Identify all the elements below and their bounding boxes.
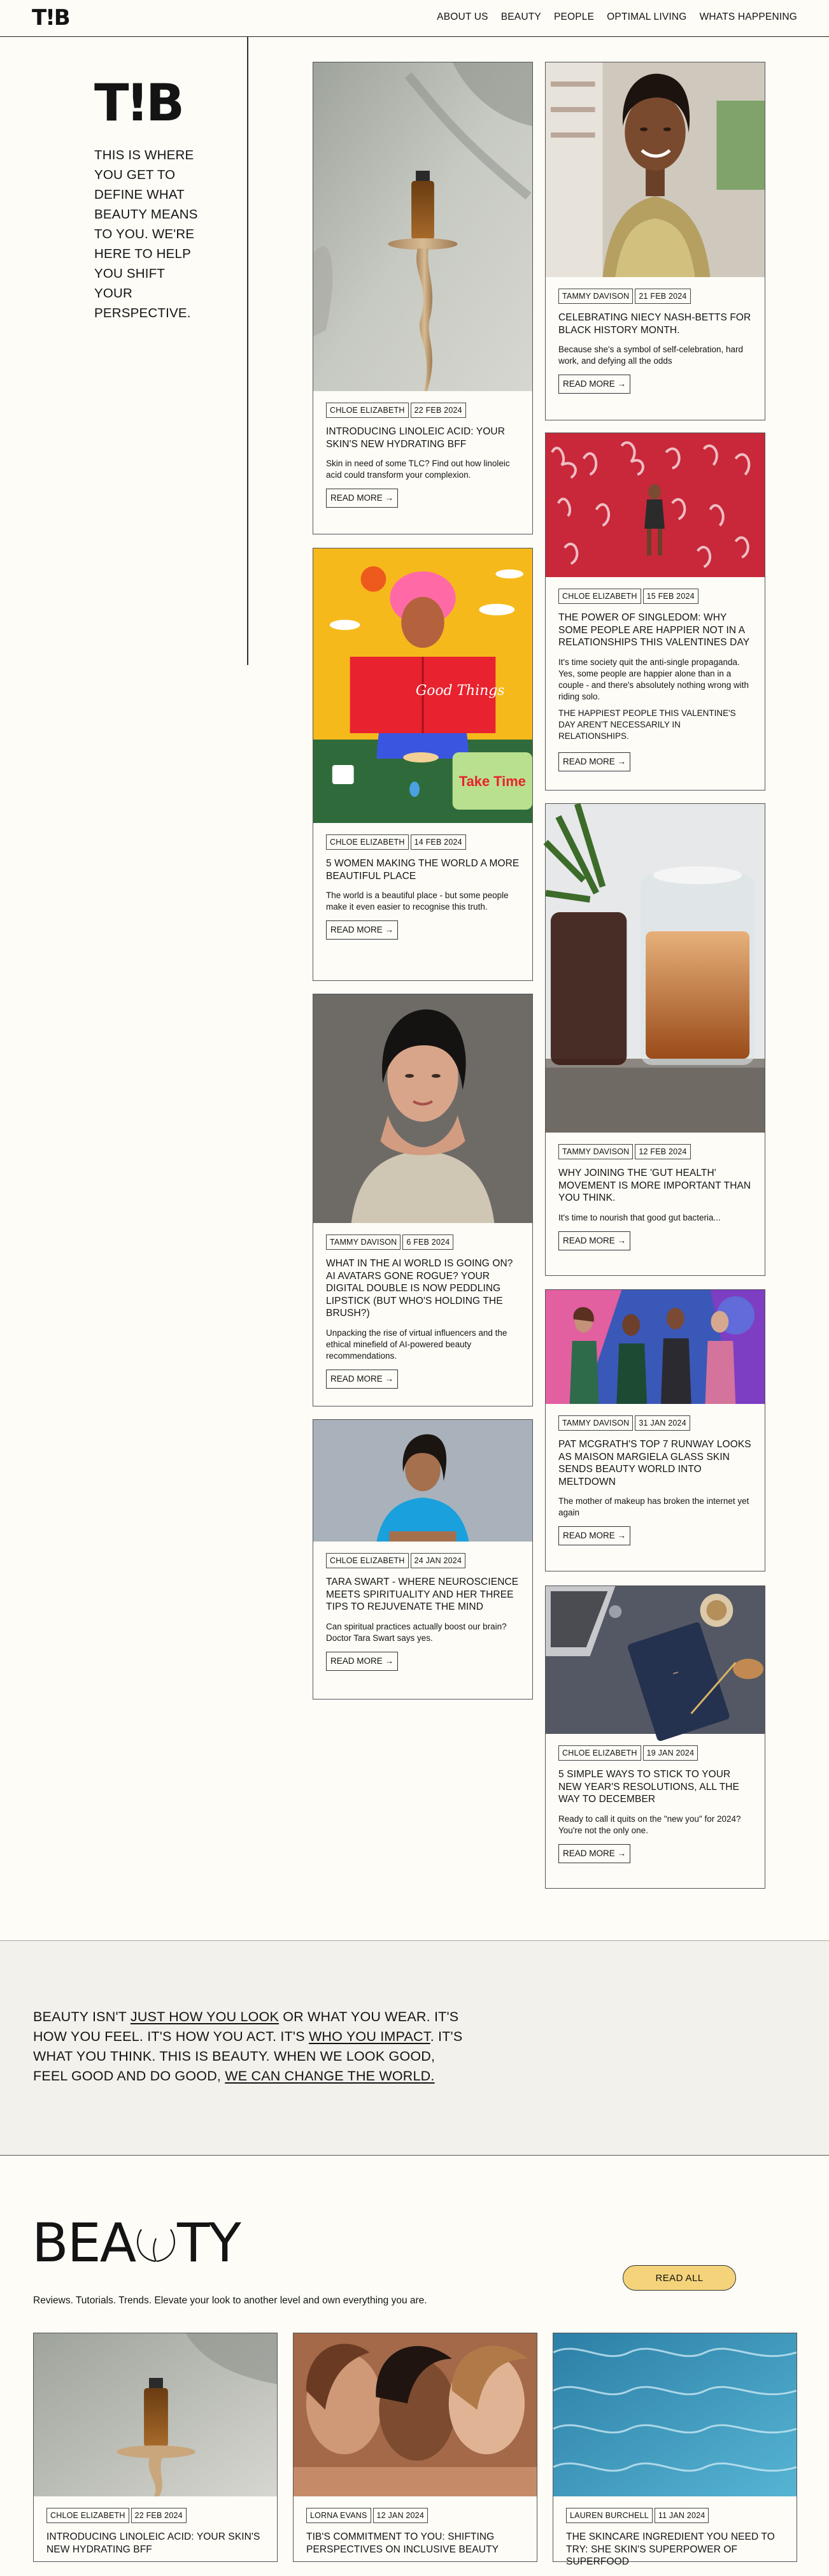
author-tag[interactable]: CHLOE ELIZABETH	[46, 2508, 129, 2523]
date-tag: 12 JAN 2024	[373, 2508, 428, 2523]
article-image[interactable]	[546, 433, 765, 577]
read-more-button[interactable]: READ MORE →	[326, 920, 398, 940]
site-header	[0, 0, 829, 37]
manifesto-text: BEAUTY ISN'T JUST HOW YOU LOOK OR WHAT YOU WEAR. IT'S HOW YOU FEEL. IT'S HOW YOU ACT. IT'S WHO YOU IMPACT. IT'S WHAT YOU THINK. THIS IS BEAUTY. WHEN WE LOOK GOOD, FEEL GOOD AND DO GOOD, WE CAN CHANGE THE WORLD.	[33, 2009, 463, 2084]
article-card[interactable]	[313, 1419, 533, 1699]
author-tag[interactable]: LAUREN BURCHELL	[566, 2508, 653, 2523]
manifesto-link[interactable]: JUST HOW YOU LOOK	[130, 2009, 280, 2024]
manifesto-link[interactable]: WHO YOU IMPACT	[308, 2029, 430, 2044]
read-more-button[interactable]: READ MORE →	[558, 1844, 630, 1863]
date-tag: 31 JAN 2024	[635, 1415, 690, 1431]
article-title[interactable]: TARA SWART - WHERE NEUROSCIENCE MEETS SPIRITUALITY AND HER THREE TIPS TO REJUVENATE THE MIND	[326, 1577, 519, 1612]
date-tag: 22 FEB 2024	[411, 403, 466, 418]
read-more-button[interactable]: READ MORE →	[558, 1231, 630, 1250]
date-tag: 15 FEB 2024	[643, 589, 698, 604]
article-title[interactable]: WHAT IN THE AI WORLD IS GOING ON? AI AVATARS GONE ROGUE? YOUR DIGITAL DOUBLE IS NOW PEDDLING LIPSTICK (BUT WHO'S HOLDING THE BRUSH?)	[326, 1258, 513, 1319]
author-tag[interactable]: TAMMY DAVISON	[558, 289, 633, 304]
article-image[interactable]	[546, 804, 765, 1133]
date-tag: 12 FEB 2024	[635, 1144, 690, 1159]
article-card[interactable]	[545, 803, 765, 1276]
beauty-card[interactable]	[293, 2333, 537, 2562]
article-card[interactable]	[545, 1585, 765, 1889]
article-title[interactable]: INTRODUCING LINOLEIC ACID: YOUR SKIN'S NEW HYDRATING BFF	[46, 2531, 260, 2555]
peach-icon	[136, 2224, 176, 2265]
article-title[interactable]: CELEBRATING NIECY NASH-BETTS FOR BLACK HISTORY MONTH.	[558, 312, 751, 336]
article-card[interactable]	[545, 433, 765, 791]
date-tag: 22 FEB 2024	[131, 2508, 187, 2523]
article-image[interactable]	[313, 548, 532, 823]
date-tag: 19 JAN 2024	[643, 1745, 698, 1761]
read-more-button[interactable]: READ MORE →	[558, 1526, 630, 1545]
article-desc: The mother of makeup has broken the internet yet again	[558, 1496, 749, 1517]
read-all-button[interactable]: READ ALL	[623, 2265, 736, 2291]
article-desc-secondary: THE HAPPIEST PEOPLE THIS VALENTINE'S DAY AREN'T NECESSARILY IN RELATIONSHIPS.	[558, 708, 736, 741]
author-tag[interactable]: CHLOE ELIZABETH	[558, 589, 641, 604]
date-tag: 21 FEB 2024	[635, 289, 690, 304]
nav-whats-happening[interactable]: WHATS HAPPENING	[699, 11, 797, 22]
author-tag[interactable]: CHLOE ELIZABETH	[326, 403, 409, 418]
article-image[interactable]	[546, 1290, 765, 1404]
article-title[interactable]: WHY JOINING THE 'GUT HEALTH' MOVEMENT IS MORE IMPORTANT THAN YOU THINK.	[558, 1168, 751, 1203]
nav-optimal-living[interactable]: OPTIMAL LIVING	[607, 11, 687, 22]
nav-about-us[interactable]: ABOUT US	[437, 11, 488, 22]
manifesto-section	[0, 1940, 829, 2156]
author-tag[interactable]: LORNA EVANS	[306, 2508, 371, 2523]
article-image[interactable]	[34, 2333, 277, 2496]
section-subtitle: Reviews. Tutorials. Trends. Elevate your look to another level and own everything you are.	[33, 2295, 427, 2306]
section-title: BEA TY	[32, 2212, 240, 2274]
article-desc: Can spiritual practices actually boost our brain? Doctor Tara Swart says yes.	[326, 1621, 507, 1643]
article-title[interactable]: THE SKINCARE INGREDIENT YOU NEED TO TRY: SHE SKIN'S SUPERPOWER OF SUPERFOOD	[566, 2531, 775, 2567]
article-card[interactable]	[313, 548, 533, 981]
svg-text:~: ~	[670, 1667, 681, 1680]
article-desc: Unpacking the rise of virtual influencers and the ethical minefield of AI-powered beauty recommendations.	[326, 1327, 507, 1361]
article-image[interactable]	[313, 62, 532, 391]
article-card[interactable]	[545, 1289, 765, 1571]
read-more-button[interactable]: READ MORE →	[558, 752, 630, 771]
manifesto-link[interactable]: WE CAN CHANGE THE WORLD.	[225, 2068, 435, 2084]
date-tag: 11 JAN 2024	[655, 2508, 709, 2523]
read-more-button[interactable]: READ MORE →	[558, 375, 630, 394]
article-desc: Because she's a symbol of self-celebration, hard work, and defying all the odds	[558, 345, 743, 366]
nav-beauty[interactable]: BEAUTY	[500, 11, 541, 22]
author-tag[interactable]: TAMMY DAVISON	[326, 1234, 400, 1250]
article-desc: Ready to call it quits on the "new you" for 2024? You're not the only one.	[558, 1814, 741, 1835]
article-title[interactable]: TIB'S COMMITMENT TO YOU: SHIFTING PERSPECTIVES ON INCLUSIVE BEAUTY	[306, 2531, 499, 2555]
article-title[interactable]: INTRODUCING LINOLEIC ACID: YOUR SKIN'S NEW HYDRATING BFF	[326, 426, 505, 450]
date-tag: 14 FEB 2024	[411, 834, 466, 850]
article-card[interactable]	[313, 62, 533, 534]
article-title[interactable]: THE POWER OF SINGLEDOM: WHY SOME PEOPLE ARE HAPPIER NOT IN A RELATIONSHIPS THIS VALENTINES DAY	[558, 612, 750, 648]
article-image[interactable]	[294, 2333, 537, 2496]
read-more-button[interactable]: READ MORE →	[326, 1370, 398, 1389]
article-desc: The world is a beautiful place - but some people make it even easier to recognise this truth.	[326, 891, 509, 912]
article-desc: Skin in need of some TLC? Find out how linoleic acid could transform your complexion.	[326, 459, 510, 480]
illustration-text: Take Time	[458, 773, 526, 790]
article-title[interactable]: 5 WOMEN MAKING THE WORLD A MORE BEAUTIFUL PLACE	[326, 858, 520, 882]
illustration-text: Good Things	[415, 682, 505, 699]
author-tag[interactable]: TAMMY DAVISON	[558, 1144, 633, 1159]
article-desc: It's time to nourish that good gut bacteria...	[558, 1212, 721, 1222]
article-desc: It's time society quit the anti-single propaganda. Yes, some people are happier alone than in a couple - and there's absolutely nothing wrong with riding solo.	[558, 657, 749, 701]
author-tag[interactable]: CHLOE ELIZABETH	[558, 1745, 641, 1761]
article-image[interactable]	[546, 62, 765, 277]
read-more-button[interactable]: READ MORE →	[326, 1652, 398, 1671]
beauty-card[interactable]	[553, 2333, 797, 2567]
divider	[247, 37, 248, 665]
read-more-button[interactable]: READ MORE →	[326, 489, 398, 508]
intro-logo: T!B	[94, 73, 182, 132]
article-card[interactable]	[313, 994, 533, 1406]
author-tag[interactable]: TAMMY DAVISON	[558, 1415, 633, 1431]
author-tag[interactable]: CHLOE ELIZABETH	[326, 834, 409, 850]
article-image[interactable]	[553, 2333, 797, 2496]
article-card[interactable]	[545, 62, 765, 420]
nav-people[interactable]: PEOPLE	[553, 11, 595, 22]
site-logo[interactable]: T!B	[32, 5, 69, 31]
article-title[interactable]: PAT MCGRATH'S TOP 7 RUNWAY LOOKS AS MAISON MARGIELA GLASS SKIN SENDS BEAUTY WORLD INTO MELTDOWN	[558, 1439, 751, 1487]
intro-text: THIS IS WHERE YOU GET TO DEFINE WHAT BEAUTY MEANS TO YOU. WE'RE HERE TO HELP YOU SHIFT YOUR PERSPECTIVE.	[94, 148, 198, 320]
author-tag[interactable]: CHLOE ELIZABETH	[326, 1553, 409, 1568]
main-nav	[437, 11, 797, 23]
article-image[interactable]	[546, 1586, 765, 1734]
date-tag: 24 JAN 2024	[411, 1553, 465, 1568]
beauty-card[interactable]	[33, 2333, 278, 2562]
article-image[interactable]	[313, 1420, 532, 1542]
article-image[interactable]	[313, 994, 532, 1223]
date-tag: 6 FEB 2024	[402, 1234, 453, 1250]
article-title[interactable]: 5 SIMPLE WAYS TO STICK TO YOUR NEW YEAR'S RESOLUTIONS, ALL THE WAY TO DECEMBER	[558, 1769, 739, 1805]
